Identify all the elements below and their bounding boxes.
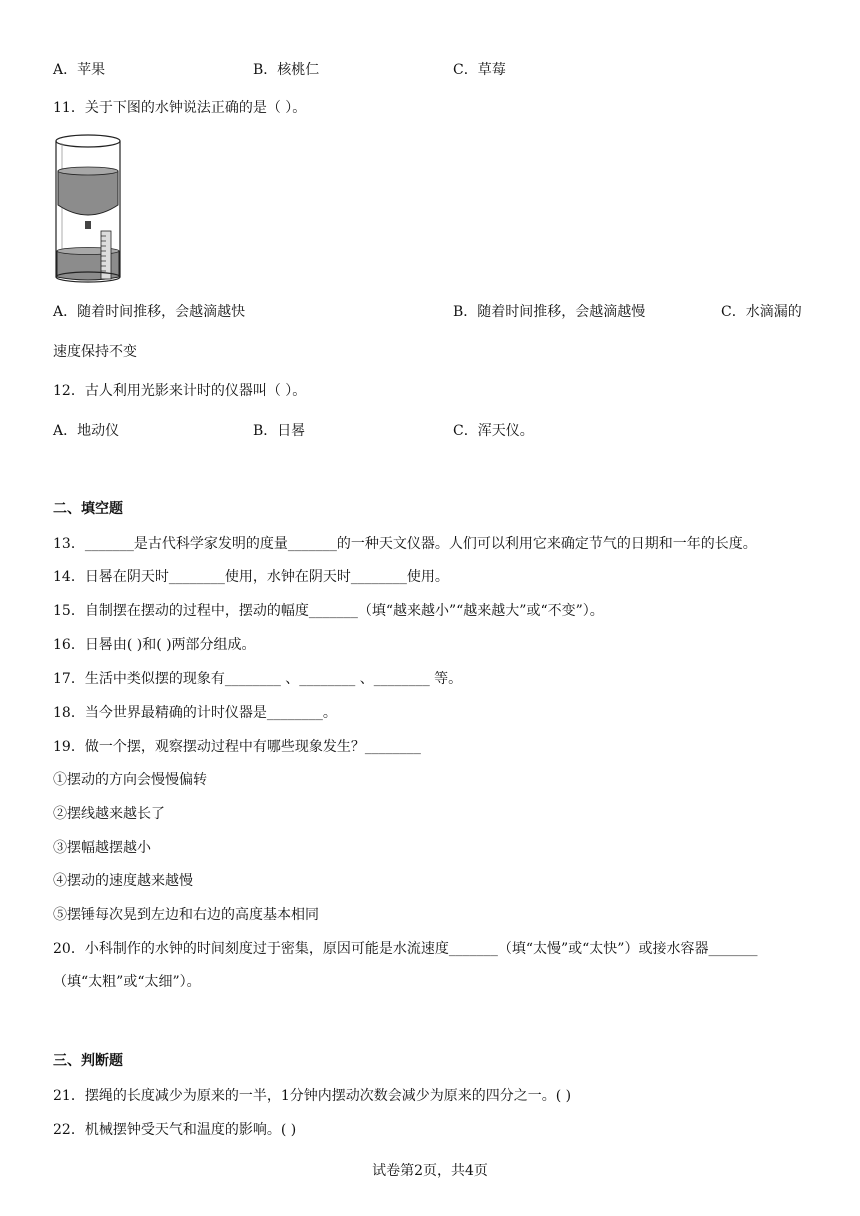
q17: 17．生活中类似摆的现象有________ 、________ 、________ 等。 (53, 671, 463, 687)
section-title-true-false: 三、判断题 (53, 1053, 123, 1069)
q14: 14．日晷在阴天时________使用，水钟在阴天时________使用。 (53, 569, 449, 585)
q11-option-b[interactable]: B．随着时间推移，会越滴越慢 (453, 304, 646, 320)
q20-line1: 20．小科制作的水钟的时间刻度过于密集，原因可能是水流速度_______（填“太慢”或“太快”）或接水容器_______ (53, 941, 758, 957)
q13: 13．_______是古代科学家发明的度量_______的一种天文仪器。人们可以利用它来确定节气的日期和一年的长度。 (53, 536, 757, 552)
q11-stem: 11．关于下图的水钟说法正确的是（ ）。 (53, 100, 307, 116)
q19-item: ①摆动的方向会慢慢偏转 (53, 772, 207, 788)
q18: 18．当今世界最精确的计时仪器是________。 (53, 705, 337, 721)
q10-option-a[interactable]: A．苹果 (53, 62, 106, 78)
q19-item: ②摆线越来越长了 (53, 806, 165, 822)
water-clock-figure (52, 133, 124, 285)
q12-option-a[interactable]: A．地动仪 (53, 423, 120, 439)
q10-option-c[interactable]: C．草莓 (453, 62, 506, 78)
q11-option-c-continued: 速度保持不变 (53, 344, 137, 360)
q19-item: ④摆动的速度越来越慢 (53, 873, 193, 889)
q21: 21．摆绳的长度减少为原来的一半，1分钟内摆动次数会减少为原来的四分之一。( ) (53, 1088, 572, 1104)
page-footer: 试卷第2页，共4页 (372, 1163, 488, 1179)
q11-option-c[interactable]: C．水滴漏的 (721, 304, 802, 320)
q22: 22．机械摆钟受天气和温度的影响。( ) (53, 1122, 297, 1138)
q19-item: ③摆幅越摆越小 (53, 840, 151, 856)
q12-option-c[interactable]: C．浑天仪。 (453, 423, 534, 439)
q10-option-b[interactable]: B．核桃仁 (253, 62, 320, 78)
q15: 15．自制摆在摆动的过程中，摆动的幅度_______（填“越来越小”“越来越大”或“不变”）。 (53, 603, 604, 619)
q12-option-b[interactable]: B．日晷 (253, 423, 306, 439)
q16: 16．日晷由( )和( )两部分组成。 (53, 637, 256, 653)
q19: 19．做一个摆，观察摆动过程中有哪些现象发生？________ (53, 739, 421, 755)
q20-line2: （填“太粗”或“太细”）。 (53, 974, 201, 990)
section-title-fill-in: 二、填空题 (53, 501, 123, 517)
q19-item: ⑤摆锤每次晃到左边和右边的高度基本相同 (53, 907, 319, 923)
q11-option-a[interactable]: A．随着时间推移，会越滴越快 (53, 304, 246, 320)
q12-stem: 12．古人利用光影来计时的仪器叫（ ）。 (53, 383, 307, 399)
